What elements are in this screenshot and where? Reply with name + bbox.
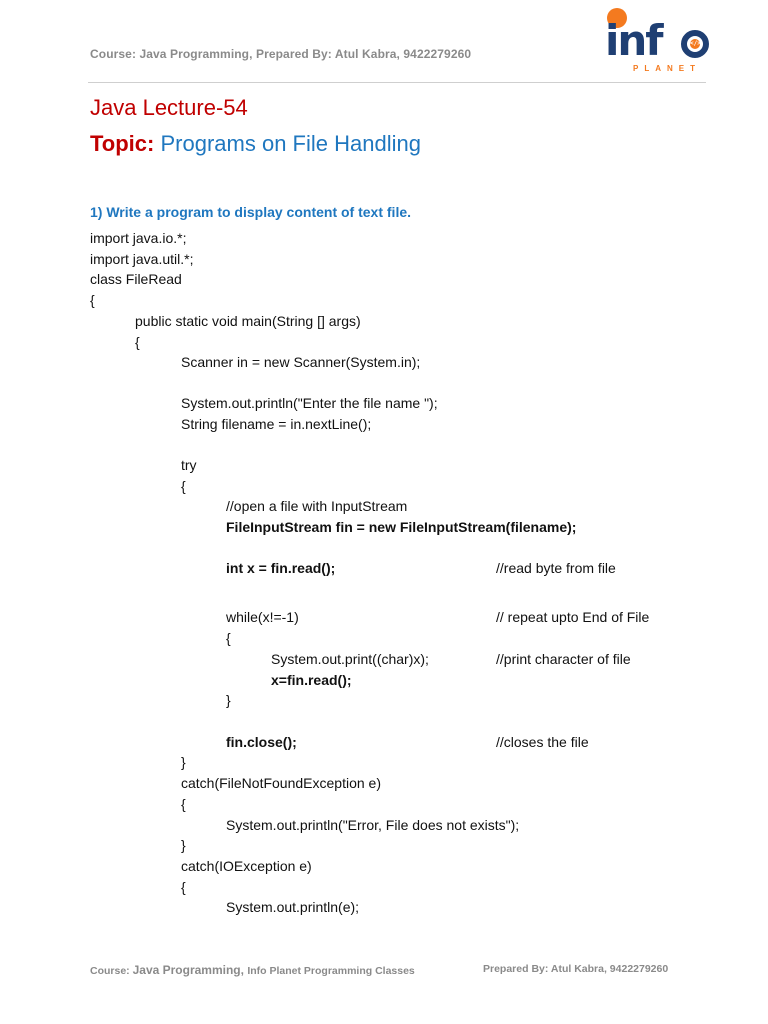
code-line: { bbox=[135, 334, 140, 350]
code-line: import java.io.*; bbox=[90, 230, 187, 246]
code-line: Scanner in = new Scanner(System.in); bbox=[181, 354, 421, 370]
logo-word bbox=[605, 16, 688, 65]
footer-course-name: Java Programming, bbox=[132, 963, 248, 977]
lecture-title: Java Lecture-54 bbox=[90, 95, 248, 120]
footer-course-prefix: Course: bbox=[90, 965, 133, 977]
logo-code-glyph: </> bbox=[690, 40, 701, 47]
code-line: System.out.println(e); bbox=[226, 899, 360, 915]
code-line: try bbox=[181, 457, 197, 473]
topic-line bbox=[90, 131, 421, 157]
code-line: } bbox=[226, 692, 231, 708]
code-comment: //read byte from file bbox=[496, 560, 616, 576]
info-planet-logo bbox=[603, 6, 715, 78]
code-line: x=fin.read(); bbox=[271, 672, 352, 688]
code-line: //open a file with InputStream bbox=[226, 498, 408, 514]
footer-prepared-by: Prepared By: Atul Kabra, 9422279260 bbox=[483, 963, 669, 975]
code-line: System.out.print((char)x); bbox=[271, 651, 429, 667]
code-line: while(x!=-1) bbox=[226, 609, 299, 625]
code-comment: // repeat upto End of File bbox=[496, 609, 650, 625]
code-line: { bbox=[226, 630, 231, 646]
code-comment: //closes the file bbox=[496, 734, 589, 750]
code-line: class FileRead bbox=[90, 271, 182, 287]
question-heading: 1) Write a program to display content of text file. bbox=[90, 204, 412, 220]
code-comment: //print character of file bbox=[496, 651, 631, 667]
code-line: int x = fin.read(); bbox=[226, 560, 336, 576]
code-line: catch(IOException e) bbox=[181, 858, 312, 874]
code-line: } bbox=[181, 754, 186, 770]
code-line: System.out.println("Error, File does not exists"); bbox=[226, 817, 520, 833]
code-line: FileInputStream fin = new FileInputStream(filename); bbox=[226, 519, 577, 535]
course-header-text: Course: Java Programming, Prepared By: Atul Kabra, 9422279260 bbox=[90, 47, 472, 61]
code-line: System.out.println("Enter the file name "); bbox=[181, 395, 438, 411]
code-line: catch(FileNotFoundException e) bbox=[181, 775, 381, 791]
logo-word-letters: inf bbox=[605, 16, 662, 65]
code-line: fin.close(); bbox=[226, 734, 297, 750]
code-line: } bbox=[181, 837, 186, 853]
code-line: { bbox=[181, 796, 186, 812]
footer-course bbox=[90, 963, 415, 977]
code-line: { bbox=[181, 478, 186, 494]
code-line: String filename = in.nextLine(); bbox=[181, 416, 372, 432]
code-line: import java.util.*; bbox=[90, 251, 194, 267]
logo-subtitle: PLANET bbox=[633, 64, 701, 73]
header-divider bbox=[88, 82, 706, 83]
code-line: public static void main(String [] args) bbox=[135, 313, 361, 329]
code-line: { bbox=[181, 879, 186, 895]
code-line: { bbox=[90, 292, 95, 308]
topic-label: Topic: bbox=[90, 131, 155, 156]
footer-course-rest: Info Planet Programming Classes bbox=[247, 965, 415, 977]
topic-value: Programs on File Handling bbox=[160, 131, 421, 156]
logo-code-ring-icon bbox=[681, 30, 709, 58]
